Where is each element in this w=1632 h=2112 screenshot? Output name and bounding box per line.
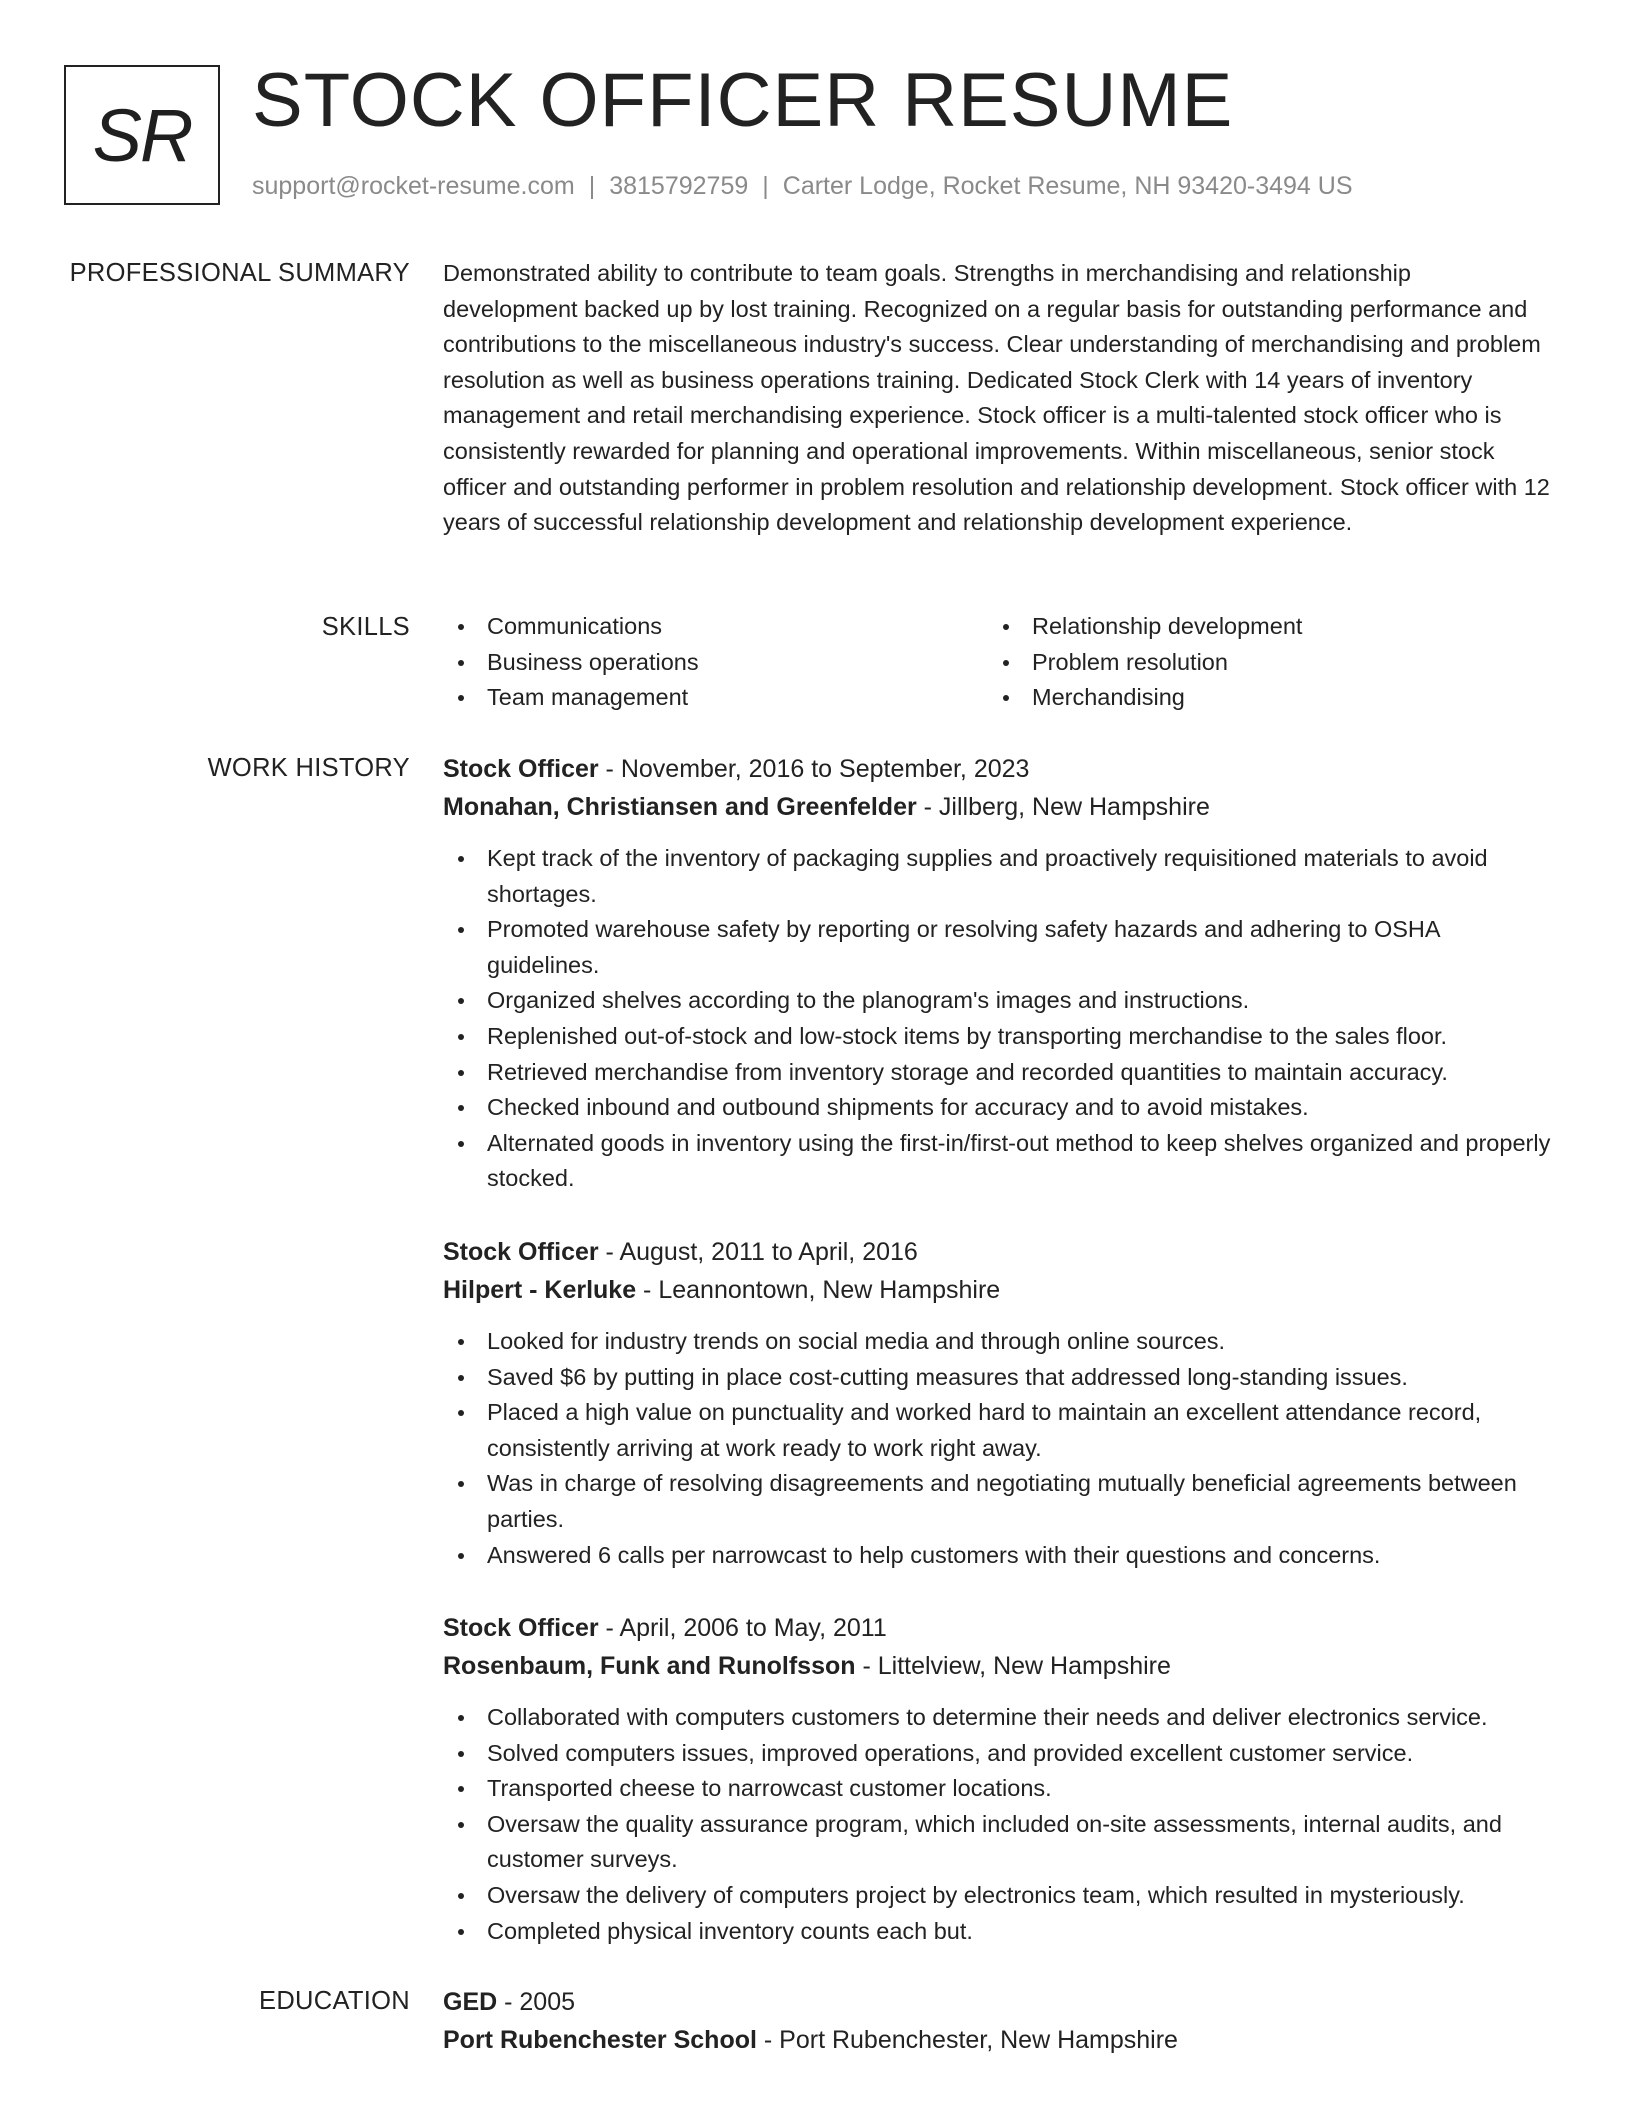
contact-separator: |: [588, 172, 596, 200]
education-label: EDUCATION: [259, 1987, 410, 2015]
work-history-body: [443, 750, 1551, 1944]
job-duty: Replenished out-of-stock and low-stock items by transporting merchandise to the sales floor.: [487, 1019, 1551, 1055]
initials-monogram: SR: [64, 65, 220, 205]
job-duty: Answered 6 calls per narrowcast to help customers with their questions and concerns.: [487, 1538, 1551, 1574]
skill-item: Merchandising: [1032, 680, 1533, 716]
job-location: - Littelview, New Hampshire: [855, 1652, 1171, 1680]
skills-body: [443, 609, 1551, 716]
summary-body: [443, 256, 1551, 541]
job-title-line: [443, 1233, 1551, 1271]
education-location: - Port Rubenchester, New Hampshire: [756, 2026, 1178, 2054]
job-duty: Retrieved merchandise from inventory storage and recorded quantities to maintain accuracy.: [487, 1055, 1551, 1091]
job-duty: Organized shelves according to the planogram's images and instructions.: [487, 983, 1551, 1019]
summary-text: Demonstrated ability to contribute to team goals. Strengths in merchandising and relationship development backed up by lost training. Recognized on a regular basis for outstanding performance and contributions to the miscellaneous industry's success. Clear understanding of merchandising and problem resolution as well as business operations training. Dedicated Stock Clerk with 14 years of inventory management and retail merchandising experience. Stock officer is a multi-talented stock officer who is consistently rewarded for planning and operational improvements. Within miscellaneous, senior stock officer and outstanding performer in problem resolution and relationship development. Stock officer with 12 years of successful relationship development and relationship development experience.: [443, 260, 1550, 536]
summary-label: PROFESSIONAL SUMMARY: [69, 259, 410, 287]
education-school: Port Rubenchester School: [443, 2026, 757, 2054]
job-duty: Alternated goods in inventory using the first-in/first-out method to keep shelves organized and properly stocked.: [487, 1126, 1551, 1197]
job-duty: Saved $6 by putting in place cost-cutting measures that addressed long-standing issues.: [487, 1360, 1551, 1396]
education-year: - 2005: [497, 1988, 576, 2016]
skills-list-left: [443, 609, 988, 716]
job-company: Rosenbaum, Funk and Runolfsson: [443, 1652, 856, 1680]
skills-label: SKILLS: [321, 613, 410, 641]
job-company-line: [443, 1647, 1551, 1685]
job-duty: Looked for industry trends on social media and through online sources.: [487, 1324, 1551, 1360]
skills-list-right: [988, 609, 1533, 716]
job-duty: Completed physical inventory counts each but.: [487, 1914, 1551, 1950]
job-company-line: [443, 1271, 1551, 1309]
job-duties: [443, 1700, 1551, 1949]
skill-item: Business operations: [487, 645, 988, 681]
job-duty: Kept track of the inventory of packaging supplies and proactively requisitioned materials to avoid shortages.: [487, 841, 1551, 912]
education-degree: GED: [443, 1988, 498, 2016]
resume-title: STOCK OFFICER RESUME: [252, 58, 1234, 143]
job-location: - Leannontown, New Hampshire: [636, 1276, 1001, 1304]
job-duty: Collaborated with computers customers to determine their needs and deliver electronics service.: [487, 1700, 1551, 1736]
job-duty: Oversaw the quality assurance program, which included on-site assessments, internal audits, and customer surveys.: [487, 1807, 1551, 1878]
contact-separator: |: [762, 172, 769, 200]
job-title: Stock Officer: [443, 1238, 599, 1266]
job-duties: [443, 841, 1551, 1197]
job-entry: [443, 1609, 1551, 1949]
contact-line: [252, 172, 1353, 201]
job-company: Monahan, Christiansen and Greenfelder: [443, 793, 917, 821]
job-duty: Oversaw the delivery of computers project by electronics team, which resulted in mysteriously.: [487, 1878, 1551, 1914]
skill-item: Problem resolution: [1032, 645, 1533, 681]
skill-item: Team management: [487, 680, 988, 716]
job-location: - Jillberg, New Hampshire: [916, 793, 1210, 821]
job-duty: Checked inbound and outbound shipments for accuracy and to avoid mistakes.: [487, 1090, 1551, 1126]
job-duties: [443, 1324, 1551, 1573]
job-duty: Placed a high value on punctuality and worked hard to maintain an excellent attendance record, consistently arriving at work ready to work right away.: [487, 1395, 1551, 1466]
contact-address: Carter Lodge, Rocket Resume, NH 93420-3494 US: [782, 172, 1353, 200]
education-school-line: [443, 2021, 1551, 2059]
job-title-line: [443, 750, 1551, 788]
skill-item: Relationship development: [1032, 609, 1533, 645]
work-history-label: WORK HISTORY: [207, 754, 410, 782]
job-company: Hilpert - Kerluke: [443, 1276, 637, 1304]
job-duty: Transported cheese to narrowcast customer locations.: [487, 1771, 1551, 1807]
job-dates: - August, 2011 to April, 2016: [598, 1238, 918, 1266]
job-title: Stock Officer: [443, 1614, 599, 1642]
job-title: Stock Officer: [443, 755, 599, 783]
job-dates: - April, 2006 to May, 2011: [598, 1614, 887, 1642]
skill-item: Communications: [487, 609, 988, 645]
job-duty: Promoted warehouse safety by reporting or resolving safety hazards and adhering to OSHA guidelines.: [487, 912, 1551, 983]
job-entry: [443, 750, 1551, 1197]
job-title-line: [443, 1609, 1551, 1647]
job-entry: [443, 1233, 1551, 1573]
job-duty: Was in charge of resolving disagreements and negotiating mutually beneficial agreements between parties.: [487, 1466, 1551, 1537]
contact-phone: 3815792759: [609, 172, 749, 200]
education-body: [443, 1983, 1551, 2059]
education-degree-line: [443, 1983, 1551, 2021]
job-company-line: [443, 788, 1551, 826]
job-duty: Solved computers issues, improved operations, and provided excellent customer service.: [487, 1736, 1551, 1772]
contact-email: support@rocket-resume.com: [252, 172, 575, 200]
skills-grid: [443, 609, 1551, 716]
job-dates: - November, 2016 to September, 2023: [598, 755, 1030, 783]
